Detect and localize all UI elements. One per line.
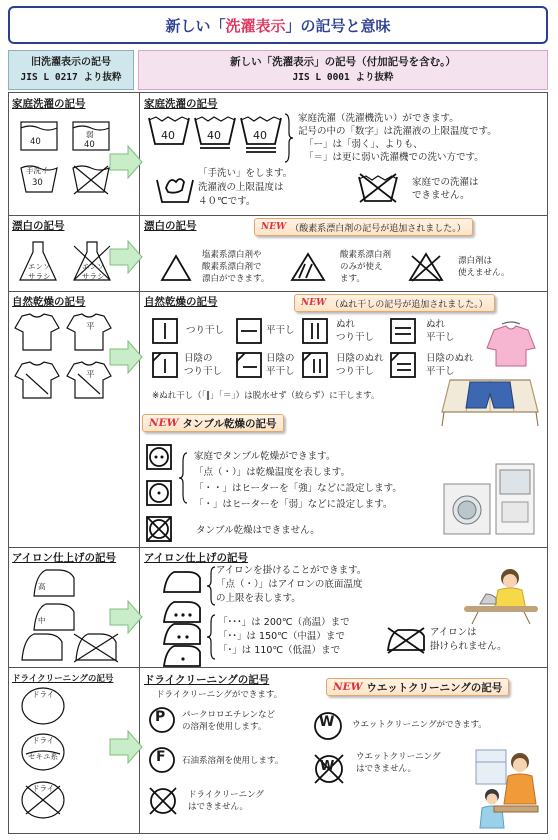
shade-wet-hang-icon <box>302 352 328 378</box>
wet-flat-label-2: 平干し <box>426 332 455 343</box>
new-badge-tag: NEW <box>149 417 179 429</box>
old-shirt-hang-icon <box>14 312 60 352</box>
wet-flat-dry-icon <box>390 318 416 344</box>
bleach-desc-3a: 漂白剤は <box>458 256 493 266</box>
flat-rack-illustration <box>440 372 540 428</box>
row-divider <box>9 667 547 668</box>
old-noflask-text-2: サラシ <box>82 272 105 281</box>
old-no-iron-icon <box>72 632 120 662</box>
arrow-right-icon <box>108 340 144 374</box>
old-iron-low-icon <box>18 632 66 662</box>
brace-icon <box>284 113 294 163</box>
brace-icon <box>206 566 216 606</box>
wash-desc-4: 「＝」は更に弱い洗濯機での洗い方です。 <box>304 152 484 163</box>
no-wet-clean-desc-2: はできません。 <box>356 764 417 774</box>
wet-clean-label: ウエットクリーニングの記号 <box>366 681 503 694</box>
no-dryclean-desc-2: はできません。 <box>188 802 249 812</box>
wet-flat-label-1: ぬれ <box>426 319 446 330</box>
dry-badge-text: （ぬれ干しの記号が追加されました。） <box>330 299 488 310</box>
bleach-desc-1c: 漂白ができます。 <box>202 274 270 284</box>
old-handwash-word: 手洗イ <box>26 166 49 175</box>
no-wet-clean-letter: W <box>320 759 335 774</box>
no-wash-desc-1: 家庭での洗濯は <box>412 177 479 188</box>
wet-clean-letter: W <box>319 714 335 730</box>
no-wash-icon <box>358 173 398 203</box>
shade-hang-label-1: 日陰の <box>184 353 213 364</box>
column-divider <box>139 93 140 833</box>
iron-icon <box>162 570 202 594</box>
dry-note: ※ぬれ干し（「‖」「＝」）は脱水せず（絞らず）に干します。 <box>152 391 380 401</box>
old-shirt-flat-text: 平 <box>86 322 95 332</box>
shade-wet-hang-label-1: 日陰のぬれ <box>336 353 384 364</box>
no-wet-clean-desc-1: ウエットクリーニング <box>356 752 441 762</box>
flat-dry-label: 平干し <box>266 325 295 336</box>
wet-clean-desc: ウエットクリーニングができます。 <box>352 720 487 730</box>
no-iron-desc-1: アイロンは <box>430 627 477 638</box>
bleach-desc-3b: 使えません。 <box>458 268 510 278</box>
brace-icon <box>206 614 216 660</box>
bleach-desc-1a: 塩素系漂白剤や <box>202 250 262 260</box>
dry-old-label: 自然乾燥の記号 <box>12 296 86 308</box>
header-old-line1: 旧洗濯表示の記号 <box>31 57 111 68</box>
dryclean-old-label: ドライクリーニングの記号 <box>12 674 114 684</box>
oxygen-bleach-icon <box>290 252 326 282</box>
old-iron-mid-text: 中 <box>38 616 46 625</box>
no-wash-desc-2: できません。 <box>412 190 470 201</box>
old-dryclean-text: ドライ <box>32 690 55 699</box>
no-iron-desc-2: 掛けられません。 <box>430 641 507 652</box>
shade-flat-dry-icon <box>236 352 262 378</box>
tumble-dry-low-icon <box>146 480 172 506</box>
old-dryclean-text-2: ドライ <box>32 736 55 745</box>
old-noflask-text-1: エンソ <box>82 262 105 271</box>
sweater-illustration <box>486 322 536 368</box>
wet-hang-label-1: ぬれ <box>336 319 356 330</box>
wash-desc-2: 記号の中の「数字」は洗濯液の上限温度です。 <box>298 126 497 137</box>
no-dryclean-icon <box>148 786 178 816</box>
header-old <box>8 50 134 90</box>
new-badge-tag: NEW <box>261 222 287 232</box>
old-wash-temp: 40 <box>30 137 41 147</box>
tumble-desc-3: 「・・」はヒーターを「強」などに設定します。 <box>194 483 402 494</box>
tumble-no-desc: タンブル乾燥はできません。 <box>196 525 320 536</box>
header-new-line2: JIS L 0001 より抜粋 <box>292 72 394 83</box>
old-wash-gentle-word: 弱 <box>86 130 94 139</box>
bleach-old-label: 漂白の記号 <box>12 220 65 232</box>
old-flask-text-2: サラシ <box>28 272 51 281</box>
shade-wet-flat-icon <box>390 352 416 378</box>
wash-old-label: 家庭洗濯の記号 <box>12 98 86 110</box>
tumble-desc-2: 「点（・）」は乾燥温度を表します。 <box>194 467 350 478</box>
hang-dry-icon <box>152 318 178 344</box>
dryclean-intro: ドライクリーニングができます。 <box>156 690 283 700</box>
wash-tub-temp-3: 40 <box>253 129 267 142</box>
dryclean-p-desc-2: の溶剤を使用します。 <box>182 722 267 732</box>
tumble-desc-1: 家庭でタンブル乾燥ができます。 <box>194 451 336 462</box>
header-new-line1: 新しい「洗濯表示」の記号（付加記号を含む。） <box>230 56 456 68</box>
page-title <box>8 6 548 44</box>
iron-old-label: アイロン仕上げの記号 <box>12 552 117 564</box>
old-shirt-shade-icon <box>14 360 60 400</box>
shade-wet-flat-label-1: 日陰のぬれ <box>426 353 474 364</box>
handwash-desc-3: ４０℃です。 <box>198 196 256 207</box>
ironing-illustration <box>458 566 542 624</box>
header-new <box>138 50 548 90</box>
cleaners-illustration <box>474 744 544 830</box>
dryer-illustration <box>442 462 536 536</box>
tumble-dry-icon <box>146 444 172 470</box>
old-wash-gentle-temp: 40 <box>84 140 95 150</box>
wash-new-label: 家庭洗濯の記号 <box>144 98 218 110</box>
arrow-right-icon <box>108 600 144 634</box>
dryclean-new-label: ドライクリーニングの記号 <box>144 674 270 686</box>
bleach-desc-2a: 酸素系漂白剤 <box>340 250 392 260</box>
iron-high-icon <box>162 600 202 624</box>
wet-hang-dry-icon <box>302 318 328 344</box>
bleach-badge-text: （酸素系漂白剤の記号が追加されました。） <box>290 223 466 234</box>
bleach-desc-2c: ます。 <box>340 274 365 284</box>
old-dryclean-text-3: セキユ系 <box>28 752 58 761</box>
no-dryclean-desc-1: ドライクリーニング <box>188 790 264 800</box>
iron-desc-1: アイロンを掛けることができます。 <box>216 565 367 576</box>
dry-new-badge <box>294 294 495 312</box>
row-divider <box>9 291 547 292</box>
title-prefix: 新しい「 <box>165 16 226 35</box>
arrow-right-icon <box>108 240 144 274</box>
no-iron-icon <box>386 626 426 654</box>
dry-new-label: 自然乾燥の記号 <box>144 296 218 308</box>
old-dryclean-text-4: ドライ <box>32 784 55 793</box>
bleach-new-badge <box>254 218 473 236</box>
tumble-label: タンブル乾燥の記号 <box>182 417 277 430</box>
old-iron-high-text: 高 <box>38 582 46 591</box>
wet-hang-label-2: つり干し <box>336 332 375 343</box>
new-badge-tag: NEW <box>333 681 363 693</box>
shade-wet-hang-label-2: つり干し <box>336 366 375 377</box>
handwash-desc-2: 洗濯液の上限温度は <box>198 182 284 193</box>
iron-mid-icon <box>162 622 202 646</box>
handwash-desc-1: 「手洗い」をします。 <box>198 168 293 179</box>
iron-low-icon <box>162 644 202 668</box>
old-shirt-shade-flat-text: 平 <box>86 370 95 380</box>
iron-desc-2: 「点（・）」はアイロンの底面温度 <box>216 579 363 590</box>
header-old-line2: JIS L 0217 より抜粋 <box>20 72 122 83</box>
iron-temp-mid: 「･･」は 150℃（中温）まで <box>218 631 345 642</box>
title-suffix: 」の記号と意味 <box>285 16 391 35</box>
shade-flat-label-1: 日陰の <box>266 353 295 364</box>
old-no-wash-icon <box>72 164 112 194</box>
wash-tub-temp-1: 40 <box>161 129 175 142</box>
shade-wet-flat-label-2: 平干し <box>426 366 455 377</box>
title-highlight: 洗濯表示 <box>225 16 286 35</box>
bleach-allowed-icon <box>160 254 192 282</box>
new-badge-tag: NEW <box>301 298 327 308</box>
handwash-icon <box>156 174 194 204</box>
dryclean-f-letter: F <box>156 749 166 765</box>
arrow-right-icon <box>108 145 144 179</box>
iron-desc-3: の上限を表します。 <box>216 593 301 604</box>
iron-temp-low: 「･」は 110℃（低温）まで <box>218 645 341 656</box>
old-handwash-temp: 30 <box>32 178 43 188</box>
tumble-new-badge <box>142 414 284 432</box>
shade-flat-label-2: 平干し <box>266 366 295 377</box>
wet-clean-new-badge <box>326 678 509 696</box>
flat-dry-icon <box>236 318 262 344</box>
iron-temp-high: 「･･･」は 200℃（高温）まで <box>218 617 350 628</box>
wash-desc-1: 家庭洗濯（洗濯機洗い）ができます。 <box>298 113 459 124</box>
arrow-right-icon <box>108 730 144 764</box>
shade-hang-label-2: つり干し <box>184 366 223 377</box>
dryclean-f-desc: 石油系溶剤を使用します。 <box>182 756 284 766</box>
tumble-desc-4: 「・」はヒーターを「弱」などに設定します。 <box>194 499 393 510</box>
brace-icon <box>178 452 188 504</box>
hang-dry-label: つり干し <box>186 325 225 336</box>
bleach-desc-2b: のみが使え <box>340 262 383 272</box>
row-divider <box>9 215 547 216</box>
wash-desc-3: 「ー」は「弱く」、よりも、 <box>304 139 423 150</box>
shade-hang-dry-icon <box>152 352 178 378</box>
bleach-new-label: 漂白の記号 <box>144 220 197 232</box>
old-flask-text-1: エンソ <box>28 262 51 271</box>
no-bleach-icon <box>408 252 444 282</box>
wash-tub-temp-2: 40 <box>207 129 221 142</box>
dryclean-p-desc-1: パークロロエチレンなど <box>182 710 276 720</box>
row-divider <box>9 547 547 548</box>
dryclean-p-letter: P <box>155 709 166 725</box>
bleach-desc-1b: 酸素系漂白剤で <box>202 262 262 272</box>
no-tumble-dry-icon <box>146 516 172 542</box>
iron-new-label: アイロン仕上げの記号 <box>144 552 249 564</box>
